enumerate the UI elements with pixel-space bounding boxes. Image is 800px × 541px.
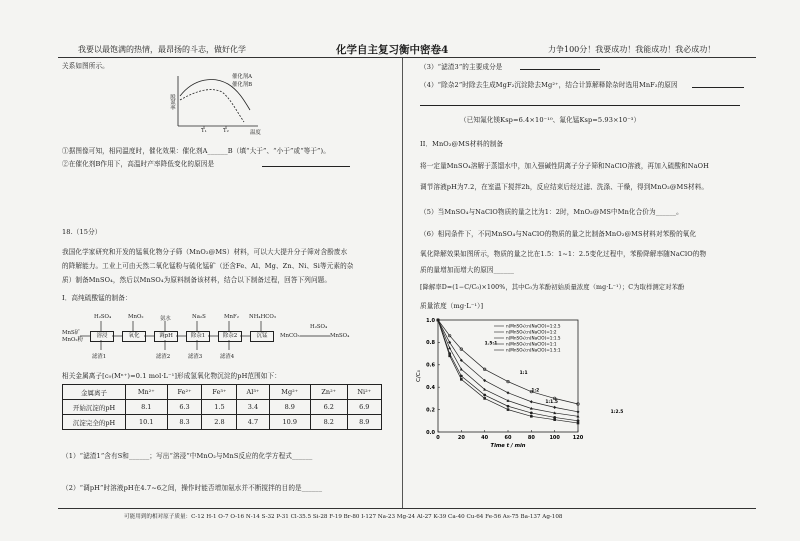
header-slogan-left: 我要以最饱满的热情，最昂扬的斗志，做好化学 <box>78 45 246 54</box>
x-tick-label: 80 <box>527 435 535 441</box>
mini-chart-t1: T₁ <box>201 128 207 134</box>
y-tick-label: 0.8 <box>426 340 435 347</box>
intro-text: 关系如图所示。 <box>62 62 109 70</box>
question-6-line-2: 氧化降解效果如图所示，物质的量之比在1.5：1~1：2.5变化过程中，苯酚降解率随NaClO的物 <box>420 250 707 258</box>
data-point <box>460 375 463 378</box>
question-18-part-2: （2）“调pH”时溶液pH在4.7~6之间，操作时能否增加氨水并不断搅拌的目的是______ <box>62 484 323 492</box>
reagent-h2so4: H₂SO₄ <box>94 314 112 320</box>
question-18-paragraph-2: 的降解能力。工业上可由天然二氧化锰粉与硫化锰矿（还含Fe、Al、Mg、Zn、Ni、Si等元素的杂 <box>62 262 354 270</box>
table-row <box>63 415 382 430</box>
table-header-cell: 金属离子 <box>63 385 126 400</box>
x-tick-label: 60 <box>504 435 512 441</box>
question-18-paragraph-1: 我国化学家研究和开发的锰氧化物分子筛（MnO₂@MS）材料，可以大大提升分子筛对含酚废水 <box>62 248 348 256</box>
answer-blank <box>692 80 744 88</box>
footer-rule <box>58 508 756 509</box>
table-header-cell: Mn²⁺ <box>126 385 168 400</box>
table-cell: 沉淀完全的pH <box>63 415 126 430</box>
header-slogan-right: 力争100分！我要成功！我能成功！我必成功！ <box>548 45 716 54</box>
phenol-degradation-chart <box>410 310 624 450</box>
table-cell: 8.2 <box>310 415 347 430</box>
table-cell: 8.9 <box>347 415 381 430</box>
data-point <box>507 408 510 411</box>
table-header-cell: Fe²⁺ <box>167 385 202 400</box>
section-1-heading: I．高纯硫酸锰的制备： <box>62 294 132 302</box>
step-adjust-ph: 调pH <box>154 331 178 342</box>
header-title: 化学自主复习衡中密卷4 <box>336 44 449 56</box>
table-cell: 2.8 <box>202 415 237 430</box>
table-cell: 8.9 <box>269 400 310 415</box>
y-tick-label: 0.0 <box>426 429 435 436</box>
x-tick-label: 120 <box>572 435 584 441</box>
product-mnso4: MnSO₄ <box>330 333 350 339</box>
table-cell: 3.4 <box>237 400 269 415</box>
step-leach: 溶浸 <box>90 331 114 342</box>
x-axis-title: Time t / min <box>490 443 526 449</box>
table-cell: 6.9 <box>347 400 381 415</box>
x-tick-label: 100 <box>549 435 560 441</box>
concentration-unit-note: 质量浓度（mg·L⁻¹）] <box>420 302 484 310</box>
column-divider <box>402 58 403 508</box>
legend-entry: n(MnSO₄):n(NaClO)=1:2 <box>506 329 557 335</box>
table-cell: 开始沉淀的pH <box>63 400 126 415</box>
atomic-masses-footer: 可能用到的相对原子质量：C-12 H-1 O-7 O-16 N-14 S-32 P-31 Cl-35.5 Si-28 F-19 Br-80 I-127 Na-23 Mg-24 Al-27 K-39 Ca-40 Cu-64 Fe-56 As-75 Ba-137 Ag-108 <box>124 514 563 520</box>
answer-blank <box>262 159 350 167</box>
step-remove-impurity-1: 除杂1 <box>186 331 210 342</box>
table-cell: 6.2 <box>310 400 347 415</box>
question-18-number: 18.（15分） <box>62 228 102 236</box>
data-point <box>448 346 451 349</box>
table-cell: 8.3 <box>167 415 202 430</box>
section-2-paragraph-2: 调节溶液pH为7.2，在室温下搅拌2h，反应结束后经过滤、洗涤、干燥，得到MnO₂@MS材料。 <box>420 183 709 191</box>
y-tick-label: 0.6 <box>426 362 435 369</box>
residue-1: 滤渣1 <box>92 354 107 360</box>
data-point <box>507 391 510 394</box>
section-2-paragraph-1: 将一定量MnSO₄溶解于蒸馏水中，加入强碱性阴离子分子筛和NaClO溶液，再加入硫酸和NaOH <box>420 162 709 170</box>
step-precipitate-mn: 沉锰 <box>250 331 274 342</box>
ratio-annotation: 1:1.5 <box>545 399 558 405</box>
question-6-line-1: （6）相同条件下，不同MnSO₄与NaClO的物质的量之比制备MnO₂@MS材料对苯酚的氧化 <box>420 230 697 238</box>
reagent-ammonia: 氨水 <box>160 316 171 322</box>
data-point <box>530 415 533 418</box>
legend-catalyst-a: 催化剂A <box>232 74 253 80</box>
table-header-row <box>63 385 382 400</box>
table-caption: 相关金属离子[c₀(Mⁿ⁺)=0.1 mol·L⁻¹]形成氢氧化物沉淀的pH范围如下： <box>62 372 281 380</box>
data-point <box>530 400 533 403</box>
header-rule <box>58 57 756 58</box>
degradation-formula: [降解率D=(1−C/C₀)×100%，其中C₀为苯酚初始质量浓度（mg·L⁻¹）；C为取样测定对苯酚 <box>420 284 685 291</box>
table-header-cell: Mg²⁺ <box>269 385 310 400</box>
table-cell: 10.1 <box>126 415 168 430</box>
table-header-cell: Ni²⁺ <box>347 385 381 400</box>
data-point <box>553 406 556 409</box>
table-header-cell: Zn²⁺ <box>310 385 347 400</box>
question-18-paragraph-3: 质）制备MnSO₄，然后以MnSO₄为原料制备该材料，结合以下制备过程，回答下列问题。 <box>62 276 332 284</box>
data-point <box>553 416 556 419</box>
table-cell: 8.1 <box>126 400 168 415</box>
question-18-part-1: （1）“滤渣1”含有S和______；写出“溶浸”中MnO₂与MnS反应的化学方程式______ <box>62 452 313 460</box>
data-point <box>483 397 486 400</box>
answer-blank <box>520 62 600 70</box>
residue-2: 滤渣2 <box>156 354 171 360</box>
legend-entry: n(MnSO₄):n(NaClO)=1:2.5 <box>506 323 561 329</box>
question-5: （5）当MnSO₄与NaClO物质的量之比为1：2时，MnO₂@MS中Mn化合价为______。 <box>420 208 683 216</box>
mini-chart-t2: T₂ <box>223 128 229 134</box>
table-header-cell: Al³⁺ <box>237 385 269 400</box>
table-header-cell: Fe³⁺ <box>202 385 237 400</box>
x-tick-label: 0 <box>436 435 440 441</box>
table-cell: 10.9 <box>269 415 310 430</box>
question-3: （3）“滤渣3”的主要成分是 <box>420 63 503 71</box>
reagent-nh4hco3: NH₄HCO₃ <box>249 314 276 320</box>
question-17-part2: ②在催化剂B作用下，高温时产率降低变化的原因是 <box>62 160 215 168</box>
data-point <box>483 394 486 397</box>
ratio-annotation: 1:1 <box>519 370 528 376</box>
precipitation-ph-table <box>62 384 382 430</box>
chart-legend <box>494 324 561 353</box>
y-tick-label: 1.0 <box>426 317 435 324</box>
ratio-annotation: 1:2 <box>531 388 540 394</box>
step-remove-impurity-2: 除杂2 <box>218 331 242 342</box>
y-tick-label: 0.4 <box>426 385 435 391</box>
reagent-mno2: MnO₂ <box>128 314 144 320</box>
y-axis-title: C/C₀ <box>416 370 422 382</box>
data-point <box>460 368 463 371</box>
product-mnco3: MnCO₃ <box>280 333 300 339</box>
data-point <box>577 419 580 422</box>
question-6-line-3: 质的量增加而增大的原因______ <box>420 266 515 274</box>
data-point <box>507 405 510 408</box>
mini-chart-xlabel: 温度 <box>250 130 261 136</box>
step-oxidize: 氧化 <box>122 331 146 342</box>
data-point <box>448 352 451 355</box>
table-cell: 4.7 <box>237 415 269 430</box>
data-point <box>530 412 533 415</box>
ratio-annotation: 1:2.5 <box>610 409 624 415</box>
ratio-annotation: 1.5:1 <box>484 341 498 347</box>
data-point <box>460 378 463 381</box>
question-4-given-data: （已知氟化镁Ksp=6.4×10⁻¹⁰、氟化锰Ksp=5.93×10⁻³） <box>460 116 641 124</box>
residue-3: 滤渣3 <box>188 354 203 360</box>
x-tick-label: 20 <box>457 435 465 441</box>
mini-chart-ylabel: 脱氮率 <box>169 94 175 111</box>
table-cell: 1.5 <box>202 400 237 415</box>
reagent-h2so4-final: H₂SO₄ <box>310 324 328 330</box>
x-tick-label: 40 <box>481 435 489 441</box>
question-4: （4）“除杂2”时除去生成MgF₂沉淀除去Mg²⁺，结合计算解释除杂时选用MnF₂的原因 <box>420 81 678 89</box>
reagent-mnf2: MnF₂ <box>224 314 239 320</box>
legend-entry: n(MnSO₄):n(NaClO)=1:1.5 <box>506 335 561 341</box>
legend-entry: n(MnSO₄):n(NaClO)=1.5:1 <box>506 347 561 353</box>
table-row <box>63 400 382 415</box>
question-17-part1: ①据图像可知，相同温度时，催化效果：催化剂A______B（填“大于”、“小于”或“等于”)。 <box>62 147 330 155</box>
data-point <box>577 410 580 413</box>
legend-catalyst-b: 催化剂B <box>232 82 253 88</box>
flow-source: MnS矿 MnO₂粉 <box>62 330 83 343</box>
section-2-heading: II．MnO₂@MS材料的制备 <box>420 140 504 148</box>
residue-4: 滤渣4 <box>220 354 235 360</box>
table-cell: 6.3 <box>167 400 202 415</box>
reagent-na2s: Na₂S <box>192 314 206 320</box>
legend-entry: n(MnSO₄):n(NaClO)=1:1 <box>506 341 557 347</box>
y-tick-label: 0.2 <box>426 407 435 414</box>
answer-blank <box>420 98 740 106</box>
